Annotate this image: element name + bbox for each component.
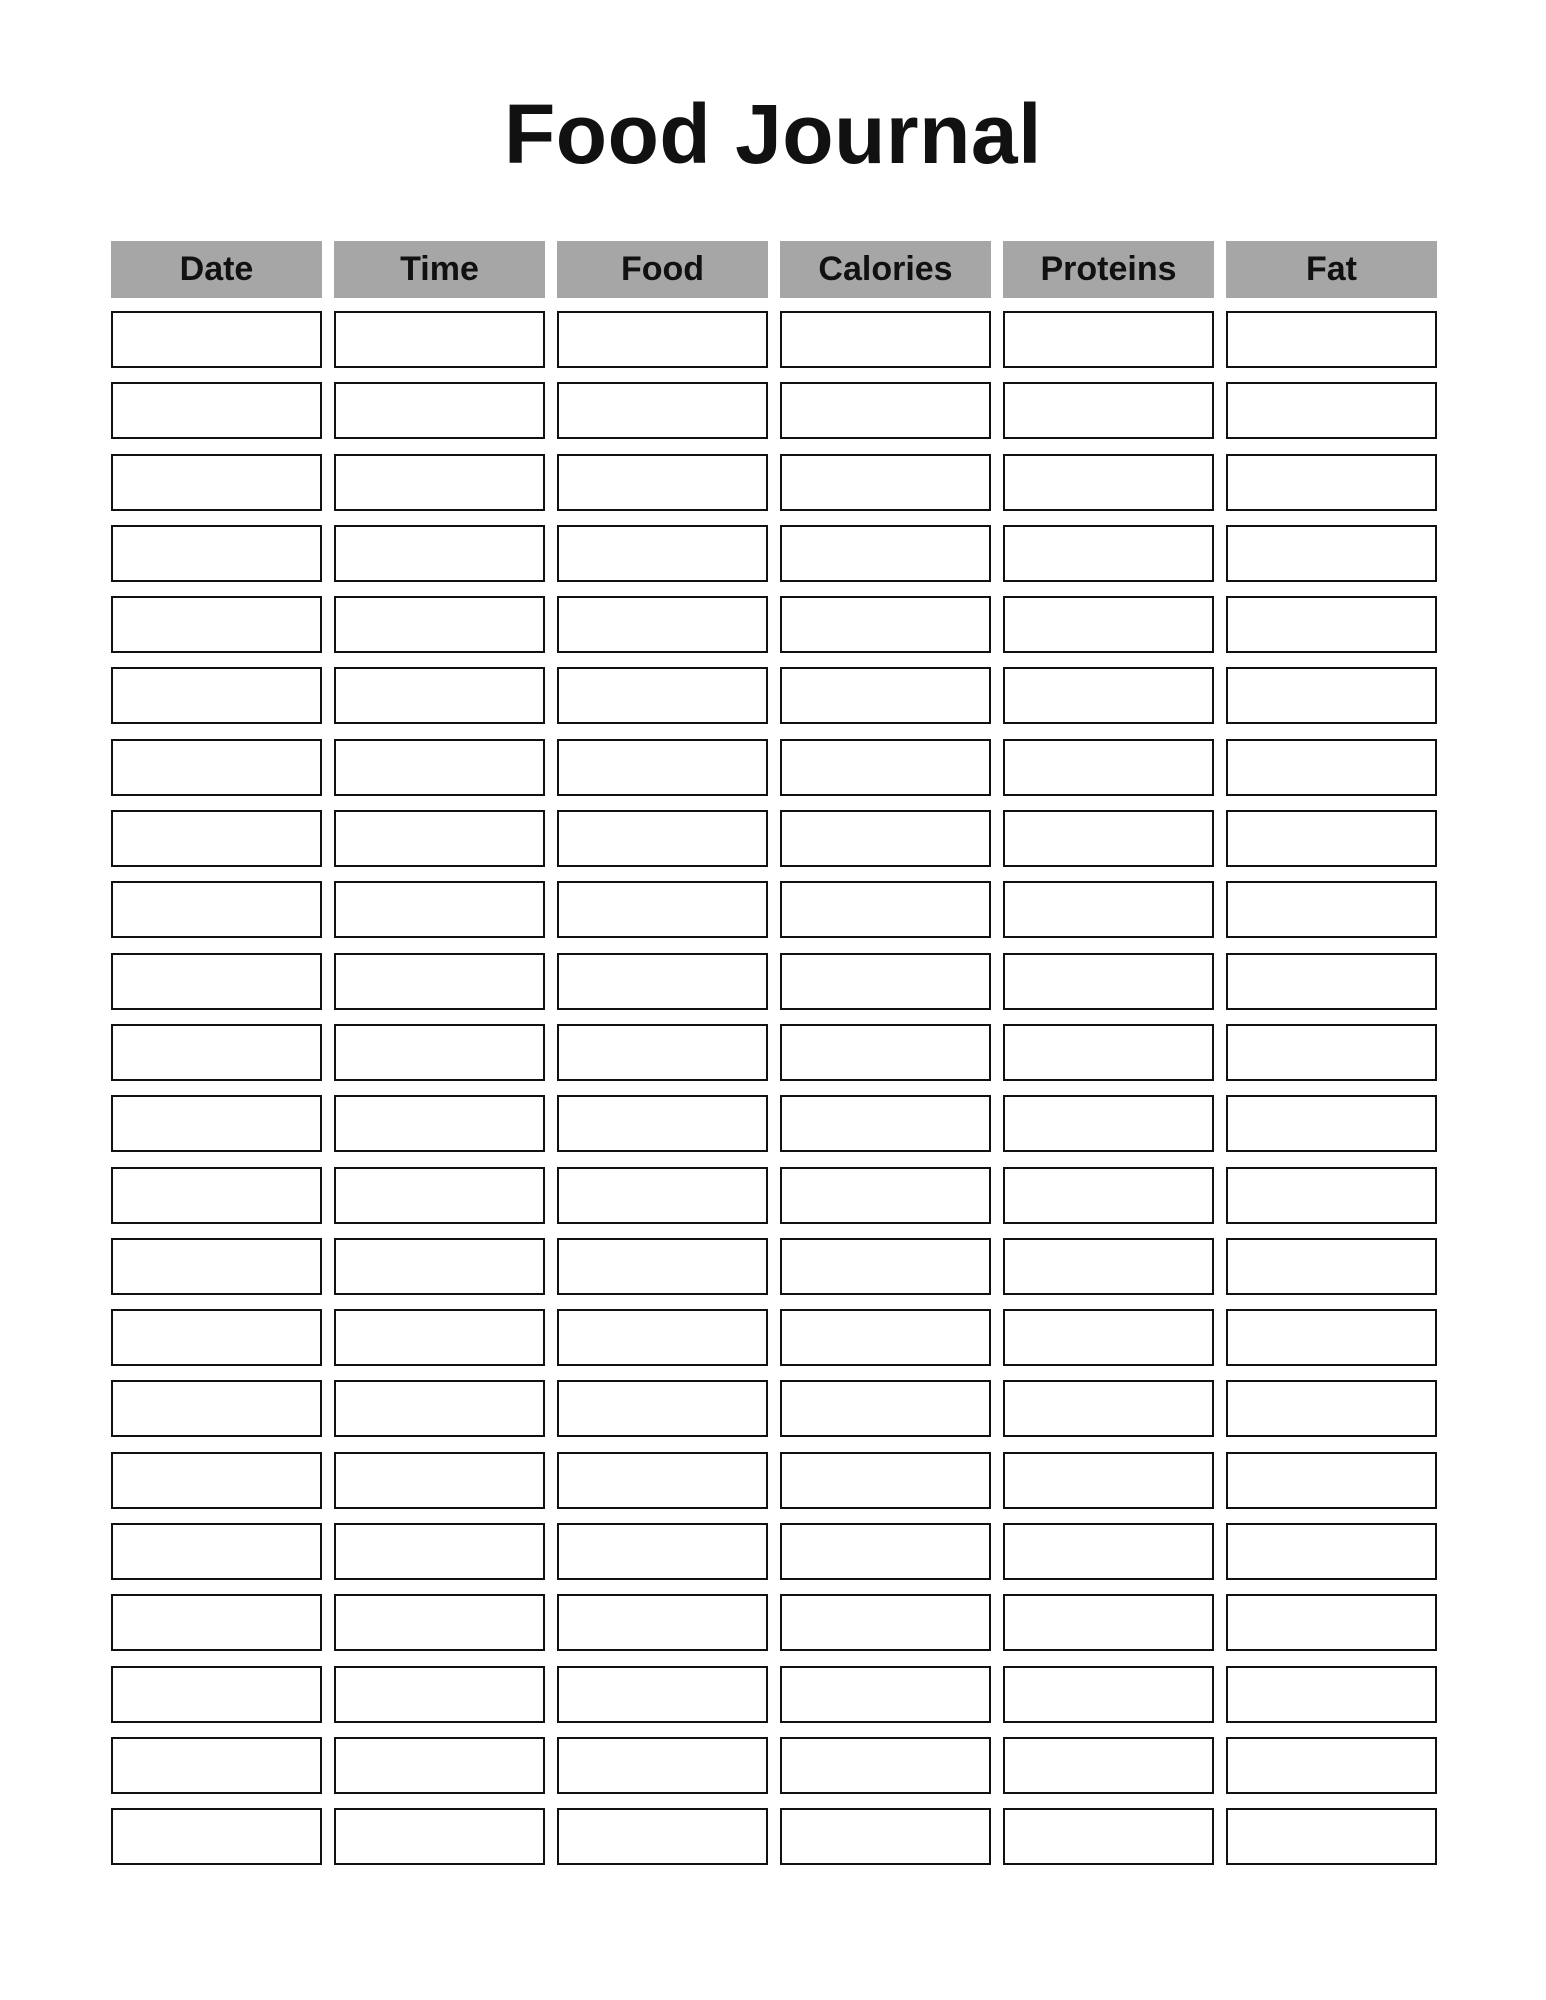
entry-cell-calories[interactable] bbox=[780, 739, 991, 796]
entry-cell-calories[interactable] bbox=[780, 1167, 991, 1224]
entry-cell-calories[interactable] bbox=[780, 953, 991, 1010]
entry-cell-time[interactable] bbox=[334, 1309, 545, 1366]
entry-cell-date[interactable] bbox=[111, 881, 322, 938]
entry-cell-date[interactable] bbox=[111, 1666, 322, 1723]
entry-cell-food[interactable] bbox=[557, 1167, 768, 1224]
entry-cell-proteins[interactable] bbox=[1003, 1095, 1214, 1152]
entry-cell-proteins[interactable] bbox=[1003, 739, 1214, 796]
entry-cell-fat[interactable] bbox=[1226, 1594, 1437, 1651]
entry-cell-food[interactable] bbox=[557, 739, 768, 796]
entry-cell-food[interactable] bbox=[557, 596, 768, 653]
entry-cell-date[interactable] bbox=[111, 1594, 322, 1651]
entry-cell-food[interactable] bbox=[557, 1309, 768, 1366]
entry-cell-time[interactable] bbox=[334, 739, 545, 796]
entry-cell-fat[interactable] bbox=[1226, 667, 1437, 724]
table-row bbox=[111, 1095, 1437, 1152]
entry-cell-calories[interactable] bbox=[780, 667, 991, 724]
entry-cell-fat[interactable] bbox=[1226, 311, 1437, 368]
header-calories: Calories bbox=[780, 241, 991, 298]
table-row bbox=[111, 1452, 1437, 1509]
entry-cell-food[interactable] bbox=[557, 667, 768, 724]
entry-cell-proteins[interactable] bbox=[1003, 1167, 1214, 1224]
entry-cell-time[interactable] bbox=[334, 953, 545, 1010]
table-row bbox=[111, 525, 1437, 582]
entry-cell-proteins[interactable] bbox=[1003, 953, 1214, 1010]
entry-cell-calories[interactable] bbox=[780, 1380, 991, 1437]
entry-cell-proteins[interactable] bbox=[1003, 1737, 1214, 1794]
table-row bbox=[111, 1523, 1437, 1580]
entry-cell-date[interactable] bbox=[111, 596, 322, 653]
entry-cell-food[interactable] bbox=[557, 1095, 768, 1152]
entry-cell-proteins[interactable] bbox=[1003, 525, 1214, 582]
entry-cell-calories[interactable] bbox=[780, 1666, 991, 1723]
entry-cell-time[interactable] bbox=[334, 454, 545, 511]
entry-cell-date[interactable] bbox=[111, 1808, 322, 1865]
entry-cell-calories[interactable] bbox=[780, 311, 991, 368]
entry-cell-calories[interactable] bbox=[780, 382, 991, 439]
entry-cell-food[interactable] bbox=[557, 454, 768, 511]
entry-cell-food[interactable] bbox=[557, 1594, 768, 1651]
entry-cell-date[interactable] bbox=[111, 1309, 322, 1366]
entry-cell-fat[interactable] bbox=[1226, 1238, 1437, 1295]
table-row bbox=[111, 1737, 1437, 1794]
entry-cell-time[interactable] bbox=[334, 525, 545, 582]
entry-cell-fat[interactable] bbox=[1226, 1380, 1437, 1437]
entry-cell-calories[interactable] bbox=[780, 810, 991, 867]
entry-cell-date[interactable] bbox=[111, 1095, 322, 1152]
table-row bbox=[111, 596, 1437, 653]
entry-cell-time[interactable] bbox=[334, 1024, 545, 1081]
entry-cell-calories[interactable] bbox=[780, 1024, 991, 1081]
table-row bbox=[111, 311, 1437, 368]
entry-cell-time[interactable] bbox=[334, 667, 545, 724]
entry-cell-time[interactable] bbox=[334, 1666, 545, 1723]
entry-cell-food[interactable] bbox=[557, 1523, 768, 1580]
header-proteins: Proteins bbox=[1003, 241, 1214, 298]
table-row bbox=[111, 739, 1437, 796]
entry-cell-date[interactable] bbox=[111, 1380, 322, 1437]
entry-cell-food[interactable] bbox=[557, 1380, 768, 1437]
table-row bbox=[111, 1024, 1437, 1081]
journal-rows bbox=[111, 311, 1437, 1880]
table-row bbox=[111, 1380, 1437, 1437]
entry-cell-calories[interactable] bbox=[780, 1238, 991, 1295]
entry-cell-time[interactable] bbox=[334, 382, 545, 439]
entry-cell-date[interactable] bbox=[111, 1024, 322, 1081]
entry-cell-time[interactable] bbox=[334, 810, 545, 867]
entry-cell-time[interactable] bbox=[334, 1380, 545, 1437]
entry-cell-date[interactable] bbox=[111, 382, 322, 439]
entry-cell-time[interactable] bbox=[334, 1737, 545, 1794]
entry-cell-date[interactable] bbox=[111, 667, 322, 724]
entry-cell-calories[interactable] bbox=[780, 881, 991, 938]
entry-cell-date[interactable] bbox=[111, 1238, 322, 1295]
entry-cell-proteins[interactable] bbox=[1003, 1309, 1214, 1366]
table-row bbox=[111, 1666, 1437, 1723]
entry-cell-proteins[interactable] bbox=[1003, 1024, 1214, 1081]
entry-cell-calories[interactable] bbox=[780, 1594, 991, 1651]
entry-cell-proteins[interactable] bbox=[1003, 810, 1214, 867]
entry-cell-proteins[interactable] bbox=[1003, 1808, 1214, 1865]
table-row bbox=[111, 881, 1437, 938]
entry-cell-proteins[interactable] bbox=[1003, 1380, 1214, 1437]
entry-cell-proteins[interactable] bbox=[1003, 667, 1214, 724]
entry-cell-date[interactable] bbox=[111, 454, 322, 511]
entry-cell-calories[interactable] bbox=[780, 525, 991, 582]
entry-cell-calories[interactable] bbox=[780, 596, 991, 653]
table-row bbox=[111, 454, 1437, 511]
entry-cell-fat[interactable] bbox=[1226, 525, 1437, 582]
entry-cell-fat[interactable] bbox=[1226, 739, 1437, 796]
entry-cell-time[interactable] bbox=[334, 1167, 545, 1224]
header-food: Food bbox=[557, 241, 768, 298]
page-title: Food Journal bbox=[504, 87, 1042, 181]
entry-cell-time[interactable] bbox=[334, 1095, 545, 1152]
entry-cell-food[interactable] bbox=[557, 810, 768, 867]
table-row bbox=[111, 1238, 1437, 1295]
column-headers bbox=[111, 241, 1437, 311]
entry-cell-fat[interactable] bbox=[1226, 1666, 1437, 1723]
entry-cell-calories[interactable] bbox=[780, 1737, 991, 1794]
entry-cell-fat[interactable] bbox=[1226, 810, 1437, 867]
entry-cell-food[interactable] bbox=[557, 881, 768, 938]
entry-cell-proteins[interactable] bbox=[1003, 1594, 1214, 1651]
entry-cell-date[interactable] bbox=[111, 1523, 322, 1580]
entry-cell-proteins[interactable] bbox=[1003, 1238, 1214, 1295]
table-row bbox=[111, 953, 1437, 1010]
entry-cell-calories[interactable] bbox=[780, 1095, 991, 1152]
entry-cell-fat[interactable] bbox=[1226, 1523, 1437, 1580]
entry-cell-food[interactable] bbox=[557, 1737, 768, 1794]
entry-cell-proteins[interactable] bbox=[1003, 454, 1214, 511]
entry-cell-date[interactable] bbox=[111, 739, 322, 796]
table-row bbox=[111, 1309, 1437, 1366]
entry-cell-date[interactable] bbox=[111, 525, 322, 582]
entry-cell-time[interactable] bbox=[334, 311, 545, 368]
entry-cell-time[interactable] bbox=[334, 1523, 545, 1580]
entry-cell-food[interactable] bbox=[557, 382, 768, 439]
entry-cell-proteins[interactable] bbox=[1003, 382, 1214, 439]
entry-cell-fat[interactable] bbox=[1226, 1737, 1437, 1794]
entry-cell-fat[interactable] bbox=[1226, 1095, 1437, 1152]
entry-cell-proteins[interactable] bbox=[1003, 1452, 1214, 1509]
entry-cell-food[interactable] bbox=[557, 1024, 768, 1081]
entry-cell-date[interactable] bbox=[111, 1737, 322, 1794]
header-time: Time bbox=[334, 241, 545, 298]
entry-cell-fat[interactable] bbox=[1226, 1167, 1437, 1224]
entry-cell-date[interactable] bbox=[111, 1452, 322, 1509]
entry-cell-fat[interactable] bbox=[1226, 1808, 1437, 1865]
entry-cell-time[interactable] bbox=[334, 1452, 545, 1509]
entry-cell-fat[interactable] bbox=[1226, 1452, 1437, 1509]
entry-cell-time[interactable] bbox=[334, 1238, 545, 1295]
entry-cell-time[interactable] bbox=[334, 1808, 545, 1865]
table-row bbox=[111, 1594, 1437, 1651]
entry-cell-fat[interactable] bbox=[1226, 881, 1437, 938]
entry-cell-food[interactable] bbox=[557, 311, 768, 368]
entry-cell-calories[interactable] bbox=[780, 1309, 991, 1366]
entry-cell-proteins[interactable] bbox=[1003, 1523, 1214, 1580]
entry-cell-proteins[interactable] bbox=[1003, 311, 1214, 368]
table-row bbox=[111, 1808, 1437, 1865]
entry-cell-food[interactable] bbox=[557, 1238, 768, 1295]
entry-cell-fat[interactable] bbox=[1226, 1024, 1437, 1081]
entry-cell-food[interactable] bbox=[557, 1452, 768, 1509]
entry-cell-food[interactable] bbox=[557, 525, 768, 582]
entry-cell-calories[interactable] bbox=[780, 1523, 991, 1580]
entry-cell-fat[interactable] bbox=[1226, 454, 1437, 511]
entry-cell-date[interactable] bbox=[111, 311, 322, 368]
entry-cell-food[interactable] bbox=[557, 1808, 768, 1865]
table-row bbox=[111, 810, 1437, 867]
entry-cell-food[interactable] bbox=[557, 953, 768, 1010]
entry-cell-date[interactable] bbox=[111, 1167, 322, 1224]
entry-cell-fat[interactable] bbox=[1226, 953, 1437, 1010]
entry-cell-calories[interactable] bbox=[780, 454, 991, 511]
table-row bbox=[111, 667, 1437, 724]
entry-cell-proteins[interactable] bbox=[1003, 881, 1214, 938]
table-row bbox=[111, 382, 1437, 439]
table-row bbox=[111, 1167, 1437, 1224]
entry-cell-fat[interactable] bbox=[1226, 382, 1437, 439]
header-date: Date bbox=[111, 241, 322, 298]
entry-cell-time[interactable] bbox=[334, 596, 545, 653]
entry-cell-date[interactable] bbox=[111, 953, 322, 1010]
entry-cell-proteins[interactable] bbox=[1003, 596, 1214, 653]
entry-cell-calories[interactable] bbox=[780, 1808, 991, 1865]
entry-cell-food[interactable] bbox=[557, 1666, 768, 1723]
entry-cell-proteins[interactable] bbox=[1003, 1666, 1214, 1723]
entry-cell-date[interactable] bbox=[111, 810, 322, 867]
header-fat: Fat bbox=[1226, 241, 1437, 298]
entry-cell-fat[interactable] bbox=[1226, 1309, 1437, 1366]
entry-cell-fat[interactable] bbox=[1226, 596, 1437, 653]
entry-cell-calories[interactable] bbox=[780, 1452, 991, 1509]
entry-cell-time[interactable] bbox=[334, 1594, 545, 1651]
entry-cell-time[interactable] bbox=[334, 881, 545, 938]
